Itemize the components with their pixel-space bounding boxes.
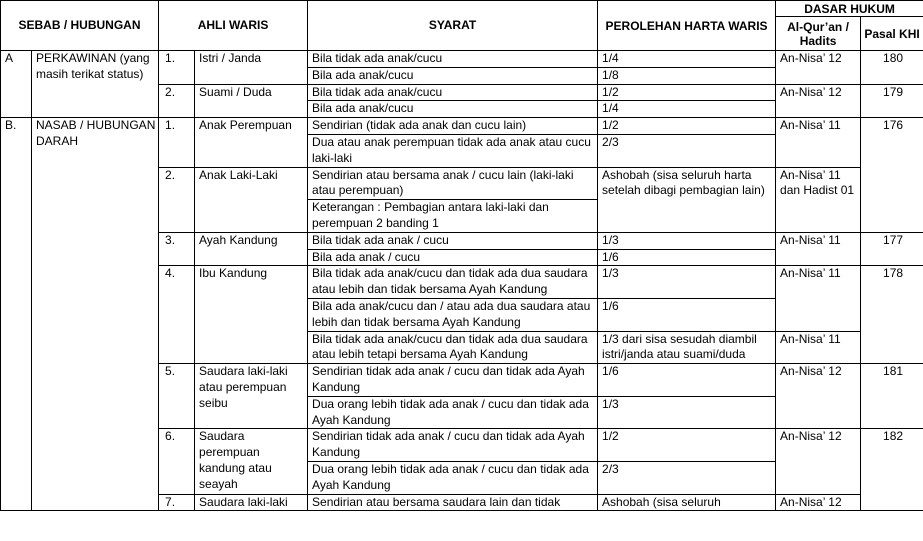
- section-a-label: A: [1, 51, 32, 118]
- syarat-cell: Sendirian atau bersama saudara lain dan tidak: [308, 494, 598, 511]
- perolehan-cell: 1/3: [598, 232, 776, 249]
- syarat-cell: Sendirian (tidak ada anak dan cucu lain): [308, 118, 598, 135]
- row-number: 4.: [159, 266, 195, 364]
- quran-cell: An-Nisa’ 12: [776, 364, 861, 429]
- quran-cell: An-Nisa’ 12: [776, 51, 861, 85]
- perolehan-cell: 1/6: [598, 249, 776, 266]
- syarat-cell: Dua orang lebih tidak ada anak / cucu dan tidak ada Ayah Kandung: [308, 461, 598, 494]
- section-b-label: B.: [1, 118, 32, 511]
- pasal-cell: 176: [861, 118, 923, 233]
- syarat-cell: Dua orang lebih tidak ada anak / cucu dan tidak ada Ayah Kandung: [308, 396, 598, 429]
- syarat-cell: Bila ada anak/cucu dan / atau ada dua saudara atau lebih dan tidak bersama Ayah Kandung: [308, 298, 598, 331]
- header-perolehan: PEROLEHAN HARTA WARIS: [598, 1, 776, 51]
- quran-cell: An-Nisa’ 11: [776, 331, 861, 364]
- perolehan-cell: 1/2: [598, 118, 776, 135]
- quran-cell: An-Nisa’ 11: [776, 232, 861, 266]
- perolehan-cell: 1/3: [598, 396, 776, 429]
- perolehan-cell: 1/4: [598, 101, 776, 118]
- ahli-waris-cell: Anak Perempuan: [195, 118, 308, 167]
- syarat-cell: Sendirian tidak ada anak / cucu dan tidak ada Ayah Kandung: [308, 364, 598, 397]
- ahli-waris-cell: Anak Laki-Laki: [195, 167, 308, 232]
- syarat-keterangan-cell: Keterangan : Pembagian antara laki-laki dan perempuan 2 banding 1: [308, 200, 598, 233]
- row-number: 7.: [159, 494, 195, 511]
- quran-cell: An-Nisa’ 12: [776, 494, 861, 511]
- syarat-cell: Dua atau anak perempuan tidak ada anak atau cucu laki-laki: [308, 134, 598, 167]
- row-number: 1.: [159, 51, 195, 85]
- ahli-waris-cell: Istri / Janda: [195, 51, 308, 85]
- perolehan-cell: 1/2: [598, 429, 776, 462]
- perolehan-cell: 2/3: [598, 461, 776, 494]
- row-number: 2.: [159, 167, 195, 232]
- syarat-cell: Bila tidak ada anak/cucu dan tidak ada dua saudara atau lebih tetapi bersama Ayah Kandung: [308, 331, 598, 364]
- syarat-cell: Bila tidak ada anak/cucu: [308, 51, 598, 68]
- syarat-cell: Bila tidak ada anak/cucu dan tidak ada dua saudara atau lebih dan tidak bersama Ayah Kandung: [308, 266, 598, 299]
- perolehan-cell: 1/2: [598, 84, 776, 101]
- syarat-cell: Bila ada anak/cucu: [308, 101, 598, 118]
- perolehan-cell: 1/6: [598, 298, 776, 331]
- perolehan-cell: 1/6: [598, 364, 776, 397]
- quran-cell: An-Nisa’ 11: [776, 266, 861, 331]
- perolehan-cell: 1/3 dari sisa sesudah diambil istri/janda atau suami/duda: [598, 331, 776, 364]
- pasal-cell: 177: [861, 232, 923, 266]
- ahli-waris-cell: Suami / Duda: [195, 84, 308, 118]
- perolehan-cell: Ashobah (sisa seluruh harta setelah dibagi pembagian lain): [598, 167, 776, 232]
- quran-cell: An-Nisa’ 12: [776, 429, 861, 494]
- section-a-sebab: PERKAWINAN (yang masih terikat status): [32, 51, 159, 118]
- row-number: 5.: [159, 364, 195, 429]
- quran-cell: An-Nisa’ 12: [776, 84, 861, 118]
- ahli-waris-cell: Saudara laki-laki: [195, 494, 308, 511]
- ahli-waris-cell: Ibu Kandung: [195, 266, 308, 364]
- quran-cell: An-Nisa’ 11: [776, 118, 861, 167]
- syarat-cell: Bila ada anak / cucu: [308, 249, 598, 266]
- header-dasar-hukum: DASAR HUKUM: [776, 1, 923, 17]
- perolehan-cell: 1/8: [598, 67, 776, 84]
- ahli-waris-cell: Saudara laki-laki atau perempuan seibu: [195, 364, 308, 429]
- syarat-cell: Sendirian atau bersama anak / cucu lain (laki-laki atau perempuan): [308, 167, 598, 200]
- header-ahli-waris: AHLI WARIS: [159, 1, 308, 51]
- perolehan-cell: Ashobah (sisa seluruh: [598, 494, 776, 511]
- pasal-cell: 181: [861, 364, 923, 429]
- header-syarat: SYARAT: [308, 1, 598, 51]
- header-pasal: Pasal KHI: [861, 17, 923, 51]
- syarat-cell: Bila tidak ada anak/cucu: [308, 84, 598, 101]
- header-sebab: SEBAB / HUBUNGAN: [1, 1, 159, 51]
- pasal-cell: 180: [861, 51, 923, 85]
- perolehan-cell: 1/4: [598, 51, 776, 68]
- row-number: 1.: [159, 118, 195, 167]
- ahli-waris-cell: Saudara perempuan kandung atau seayah: [195, 429, 308, 494]
- perolehan-cell: 2/3: [598, 134, 776, 167]
- row-number: 6.: [159, 429, 195, 494]
- pasal-cell: 179: [861, 84, 923, 118]
- syarat-cell: Bila ada anak/cucu: [308, 67, 598, 84]
- row-number: 3.: [159, 232, 195, 266]
- pasal-cell: 182: [861, 429, 923, 511]
- syarat-cell: Bila tidak ada anak / cucu: [308, 232, 598, 249]
- perolehan-cell: 1/3: [598, 266, 776, 299]
- pasal-cell: 178: [861, 266, 923, 364]
- quran-cell: An-Nisa’ 11 dan Hadist 01: [776, 167, 861, 232]
- syarat-cell: Sendirian tidak ada anak / cucu dan tidak ada Ayah Kandung: [308, 429, 598, 462]
- section-b-sebab: NASAB / HUBUNGAN DARAH: [32, 118, 159, 511]
- ahli-waris-cell: Ayah Kandung: [195, 232, 308, 266]
- header-quran: Al-Qur’an / Hadits: [776, 17, 861, 51]
- row-number: 2.: [159, 84, 195, 118]
